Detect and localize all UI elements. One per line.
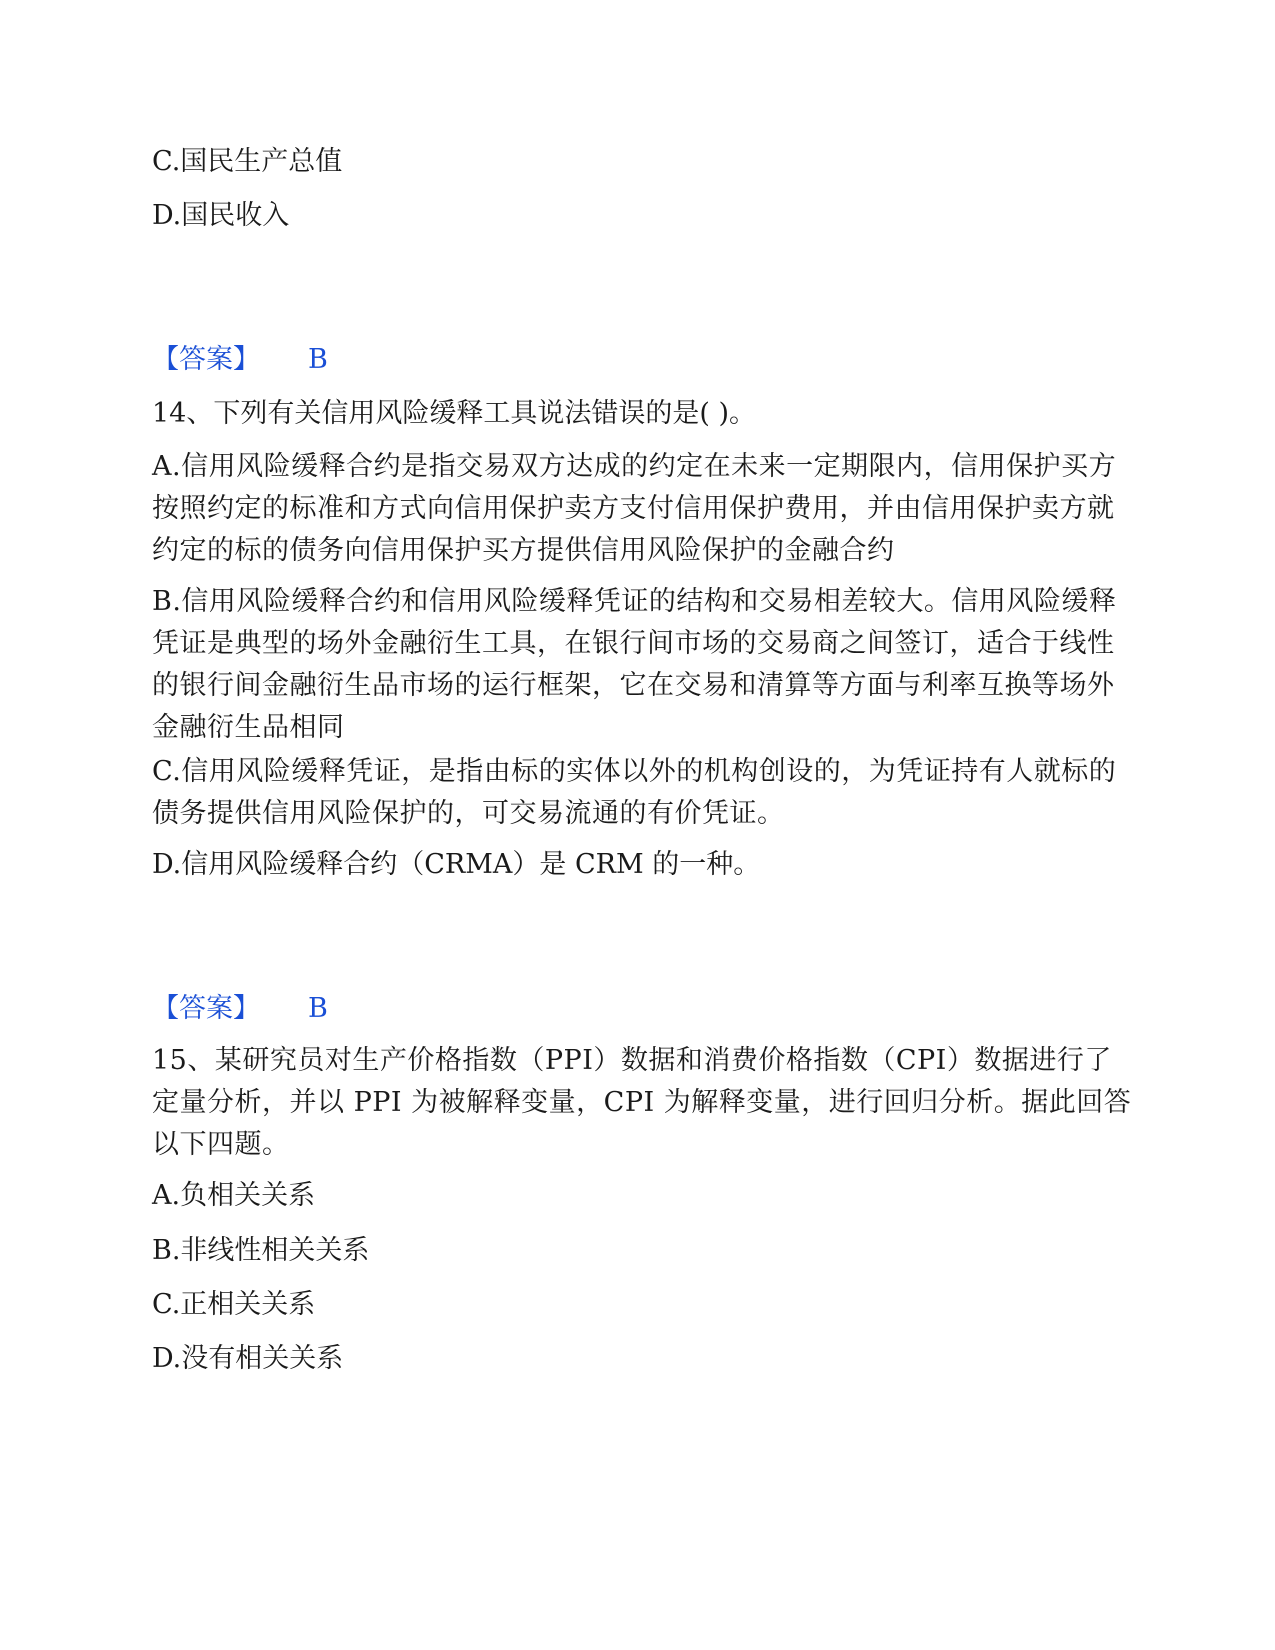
q15-option-c: C.正相关关系 [152,1289,316,1320]
q15-option-b: B.非线性相关关系 [152,1235,370,1266]
q14-option-c: C.信用风险缓释凭证，是指由标的实体以外的机构创设的，为凭证持有人就标的债务提供信用风险保护的，可交易流通的有价凭证。 [152,756,1117,829]
q14-answer [152,988,328,1030]
q13-option-c: C.国民生产总值 [152,146,343,177]
q14-question: 14、下列有关信用风险缓释工具说法错误的是( )。 [152,398,757,429]
answer-value: B [308,993,328,1024]
answer-label: 【答案】 [152,993,260,1024]
answer-value: B [308,344,328,375]
q15-option-d: D.没有相关关系 [152,1343,344,1374]
q15-option-a: A.负相关关系 [152,1180,316,1211]
q14-option-b: B.信用风险缓释合约和信用风险缓释凭证的结构和交易相差较大。信用风险缓释凭证是典型的场外金融衍生工具，在银行间市场的交易商之间签订，适合于线性的银行间金融衍生品市场的运行框架，它在交易和清算等方面与利率互换等场外金融衍生品相同 [152,586,1117,743]
q15-question: 15、某研究员对生产价格指数（PPI）数据和消费价格指数（CPI）数据进行了定量分析，并以 PPI 为被解释变量，CPI 为解释变量，进行回归分析。据此回答以下四题。 [152,1045,1132,1160]
q13-answer [152,339,328,381]
answer-label: 【答案】 [152,344,260,375]
q14-option-a: A.信用风险缓释合约是指交易双方达成的约定在未来一定期限内，信用保护买方按照约定的标准和方式向信用保护卖方支付信用保护费用，并由信用保护卖方就约定的标的债务向信用保护买方提供信用风险保护的金融合约 [152,451,1117,566]
q14-option-d: D.信用风险缓释合约（CRMA）是 CRM 的一种。 [152,849,761,880]
q13-option-d: D.国民收入 [152,200,290,231]
